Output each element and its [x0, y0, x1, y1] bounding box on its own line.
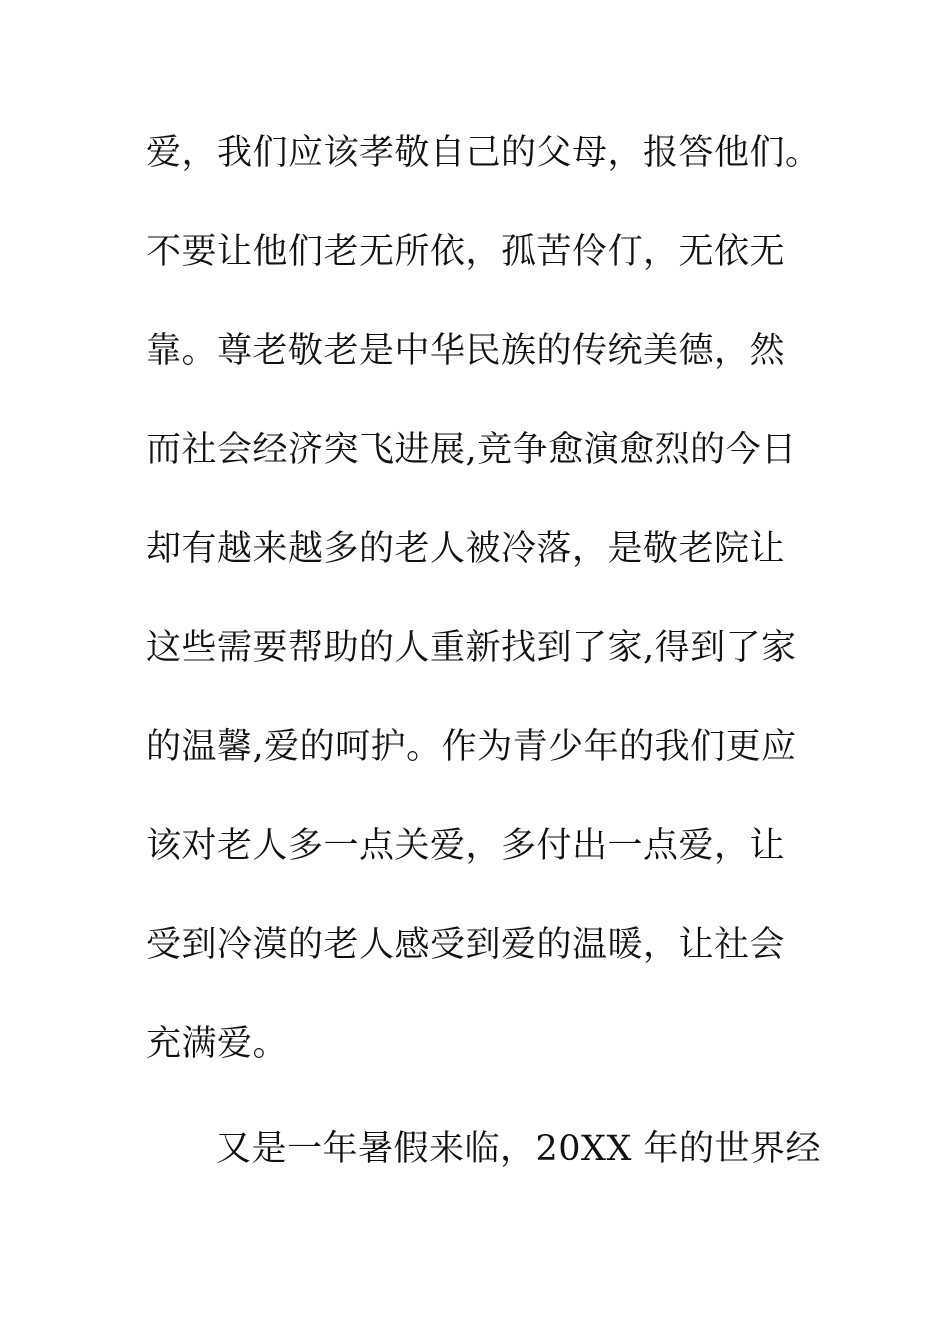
paragraph-line-7: 的温馨,爱的呵护。作为青少年的我们更应 [146, 727, 797, 767]
paragraph-line-9: 受到冷漠的老人感受到爱的温暖，让社会 [146, 925, 786, 965]
paragraph-line-8: 该对老人多一点关爱，多付出一点爱，让 [146, 826, 786, 866]
paragraph-line-11: 又是一年暑假来临，20XX 年的世界经 [216, 1129, 821, 1169]
paragraph-line-5: 却有越来越多的老人被冷落，是敬老院让 [146, 529, 786, 569]
paragraph-line-3: 靠。尊老敬老是中华民族的传统美德，然 [146, 331, 786, 371]
paragraph-line-6: 这些需要帮助的人重新找到了家,得到了家 [146, 628, 797, 668]
paragraph-line-10: 充满爱。 [146, 1024, 289, 1064]
paragraph-line-2: 不要让他们老无所依，孤苦伶仃，无依无 [146, 232, 786, 272]
paragraph-line-1: 爱，我们应该孝敬自己的父母，报答他们。 [146, 133, 821, 173]
paragraph-line-4: 而社会经济突飞进展,竞争愈演愈烈的今日 [146, 430, 797, 470]
